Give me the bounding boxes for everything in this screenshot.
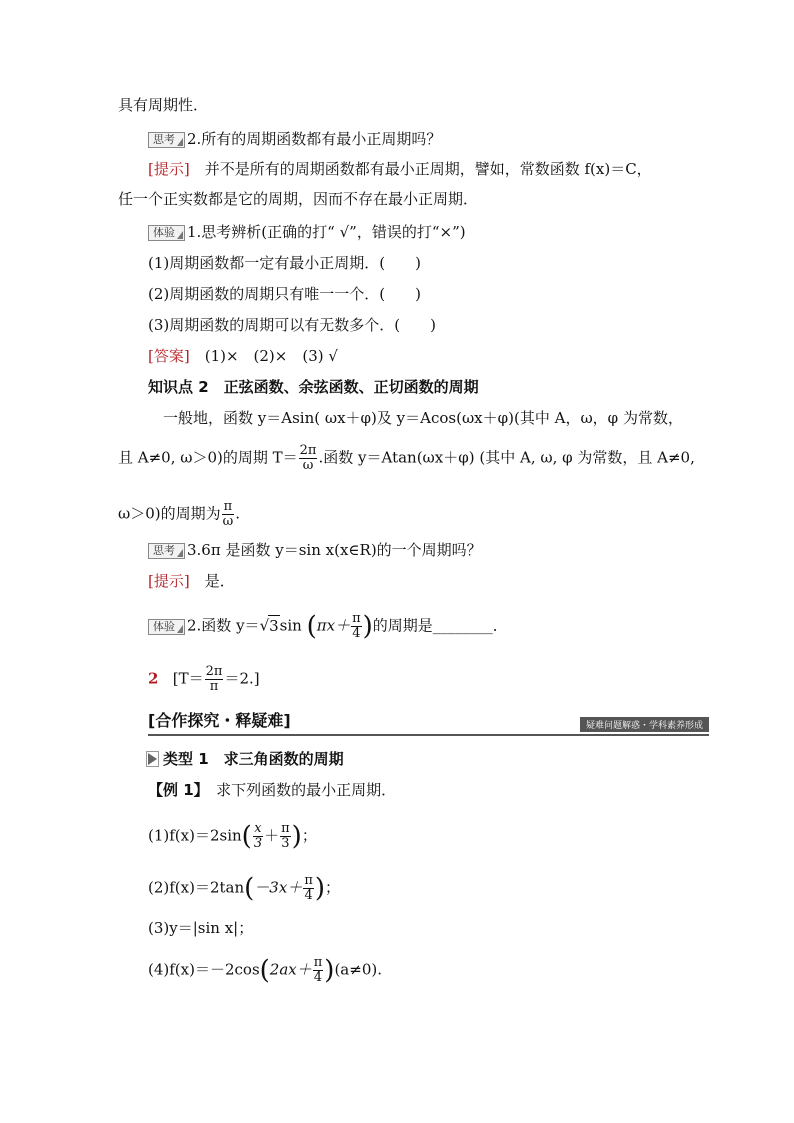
p4-left-paren: ( (259, 955, 270, 986)
fraction-2pi-pi: $\frac{2\pi}{\pi}$ (205, 664, 223, 694)
problem-2 (148, 874, 340, 903)
experience-1-text: 1.思考辨析(正确的打“ √”，错误的打“×”) (187, 223, 466, 241)
think-question-2 (148, 129, 441, 149)
fraction-pi-4-c: $\frac{\pi}{4}$ (313, 955, 323, 985)
hint-line (148, 159, 652, 179)
hint-line-3 (148, 571, 235, 591)
p1-left-paren: ( (241, 821, 252, 852)
play-triangle-icon (148, 753, 157, 765)
example-1-label: 【例 1】 (148, 781, 202, 799)
example-1 (148, 780, 396, 800)
experience-tag: 体验 (148, 225, 185, 241)
p1-plus: ＋ (264, 826, 280, 845)
tan-period-text-a: ω＞0)的周期为 (118, 504, 221, 523)
problem-4 (148, 956, 382, 985)
fraction-pi-3: $\frac{\pi}{3}$ (281, 821, 290, 851)
answer-text: (1)× (2)× (3) √ (189, 347, 338, 365)
p2-left-paren: ( (244, 873, 255, 904)
p1-right-paren: ) (291, 821, 302, 852)
fraction-2pi-omega: $\frac{2\pi}{\omega}$ (299, 443, 317, 473)
think-question-text: 2.所有的周期函数都有最小正周期吗？ (187, 130, 442, 148)
text-line-1: 具有周期性． (118, 96, 209, 114)
problem-1-a: (1)f(x)＝2sin (148, 826, 242, 845)
judge-item-3: (3)周期函数的周期可以有无数多个．( ) (148, 316, 436, 334)
section-subtitle: 疑难问题解惑・学科素养形成 (580, 717, 709, 732)
think-tag-2: 思考 (148, 543, 185, 559)
fraction-pi-4-b: $\frac{\pi}{4}$ (304, 873, 313, 903)
left-paren: ( (306, 611, 317, 642)
sqrt-symbol: √ (259, 616, 270, 635)
fraction-x-3: $\frac{x}{3}$ (253, 821, 263, 851)
problem-4-c: (a≠0). (334, 960, 382, 979)
text-line-tan-period (118, 500, 240, 529)
answer-value: 2 (148, 669, 159, 688)
right-paren: ) (362, 611, 373, 642)
hint-label-2: [提示] (148, 572, 190, 590)
experience-2 (148, 612, 508, 641)
judge-item-2: (2)周期函数的周期只有唯一一个．( ) (148, 285, 421, 303)
fraction-pi-omega: $\frac{\pi}{\omega}$ (222, 499, 234, 529)
problem-1-b: ； (301, 826, 317, 845)
think-tag: 思考 (148, 132, 185, 148)
period-text-a: 且 A≠0, ω＞0)的周期 T＝ (118, 448, 298, 467)
hint-text-3: 是． (189, 572, 235, 590)
experience-2-text-a: 2.函数 y＝ (187, 616, 260, 635)
period-text-b: .函数 y＝Atan(ωx＋φ) (其中 A, ω, φ 为常数，且 A≠0, (318, 448, 695, 467)
problem-2-a: (2)f(x)＝2tan (148, 878, 245, 897)
p2-right-paren: ) (314, 873, 326, 904)
type-1-text: 类型 1 求三角函数的周期 (163, 750, 344, 768)
problem-3: (3)y＝|sin x|； (148, 919, 254, 937)
problem-2-b: －3x＋ (254, 878, 303, 897)
hint-label: [提示] (148, 160, 190, 178)
example-1-text: 求下列函数的最小正周期． (201, 781, 397, 799)
hint-text: 并不是所有的周期函数都有最小正周期，譬如，常数函数 f(x)＝C， (189, 160, 652, 178)
judge-item-1: (1)周期函数都一定有最小正周期．( ) (148, 254, 421, 272)
think-question-3-text: 3.6π 是函数 y＝sin x(x∈R)的一个周期吗？ (187, 541, 482, 559)
problem-4-b: 2ax＋ (269, 960, 312, 979)
knowledge-point-2: 知识点 2 正弦函数、余弦函数、正切函数的周期 (148, 378, 479, 396)
text-line-period-formula (118, 444, 695, 473)
answer-explain-a: [T＝ (172, 669, 204, 688)
fraction-pi-4: $\frac{\pi}{4}$ (352, 611, 361, 641)
section-header (148, 706, 709, 736)
tan-period-text-b: . (235, 504, 241, 523)
sqrt-value: 3 (269, 616, 279, 635)
answer-line (148, 346, 338, 366)
type-1-heading (148, 749, 344, 769)
experience-2-sin: sin (279, 616, 302, 635)
text-line-general: 一般地，函数 y＝Asin( ωx＋φ)及 y＝Acos(ωx＋φ)(其中 A，ω，φ 为常数， (148, 409, 683, 427)
answer-label: [答案] (148, 347, 190, 365)
experience-2-text-d: 的周期是________． (372, 616, 508, 635)
problem-1 (148, 822, 317, 851)
hint-line-2: 任一个正实数都是它的周期，因而不存在最小正周期． (118, 190, 479, 208)
experience-tag-2: 体验 (148, 619, 185, 635)
think-question-3 (148, 540, 482, 560)
experience-2-answer (148, 665, 260, 694)
section-title: [合作探究・释疑难] (148, 711, 291, 730)
experience-2-arg: πx＋ (316, 616, 351, 635)
p4-right-paren: ) (324, 955, 335, 986)
problem-2-c: ； (325, 878, 341, 897)
answer-explain-c: ＝2.] (224, 669, 260, 688)
problem-4-a: (4)f(x)＝－2cos (148, 960, 260, 979)
experience-1 (148, 222, 466, 242)
